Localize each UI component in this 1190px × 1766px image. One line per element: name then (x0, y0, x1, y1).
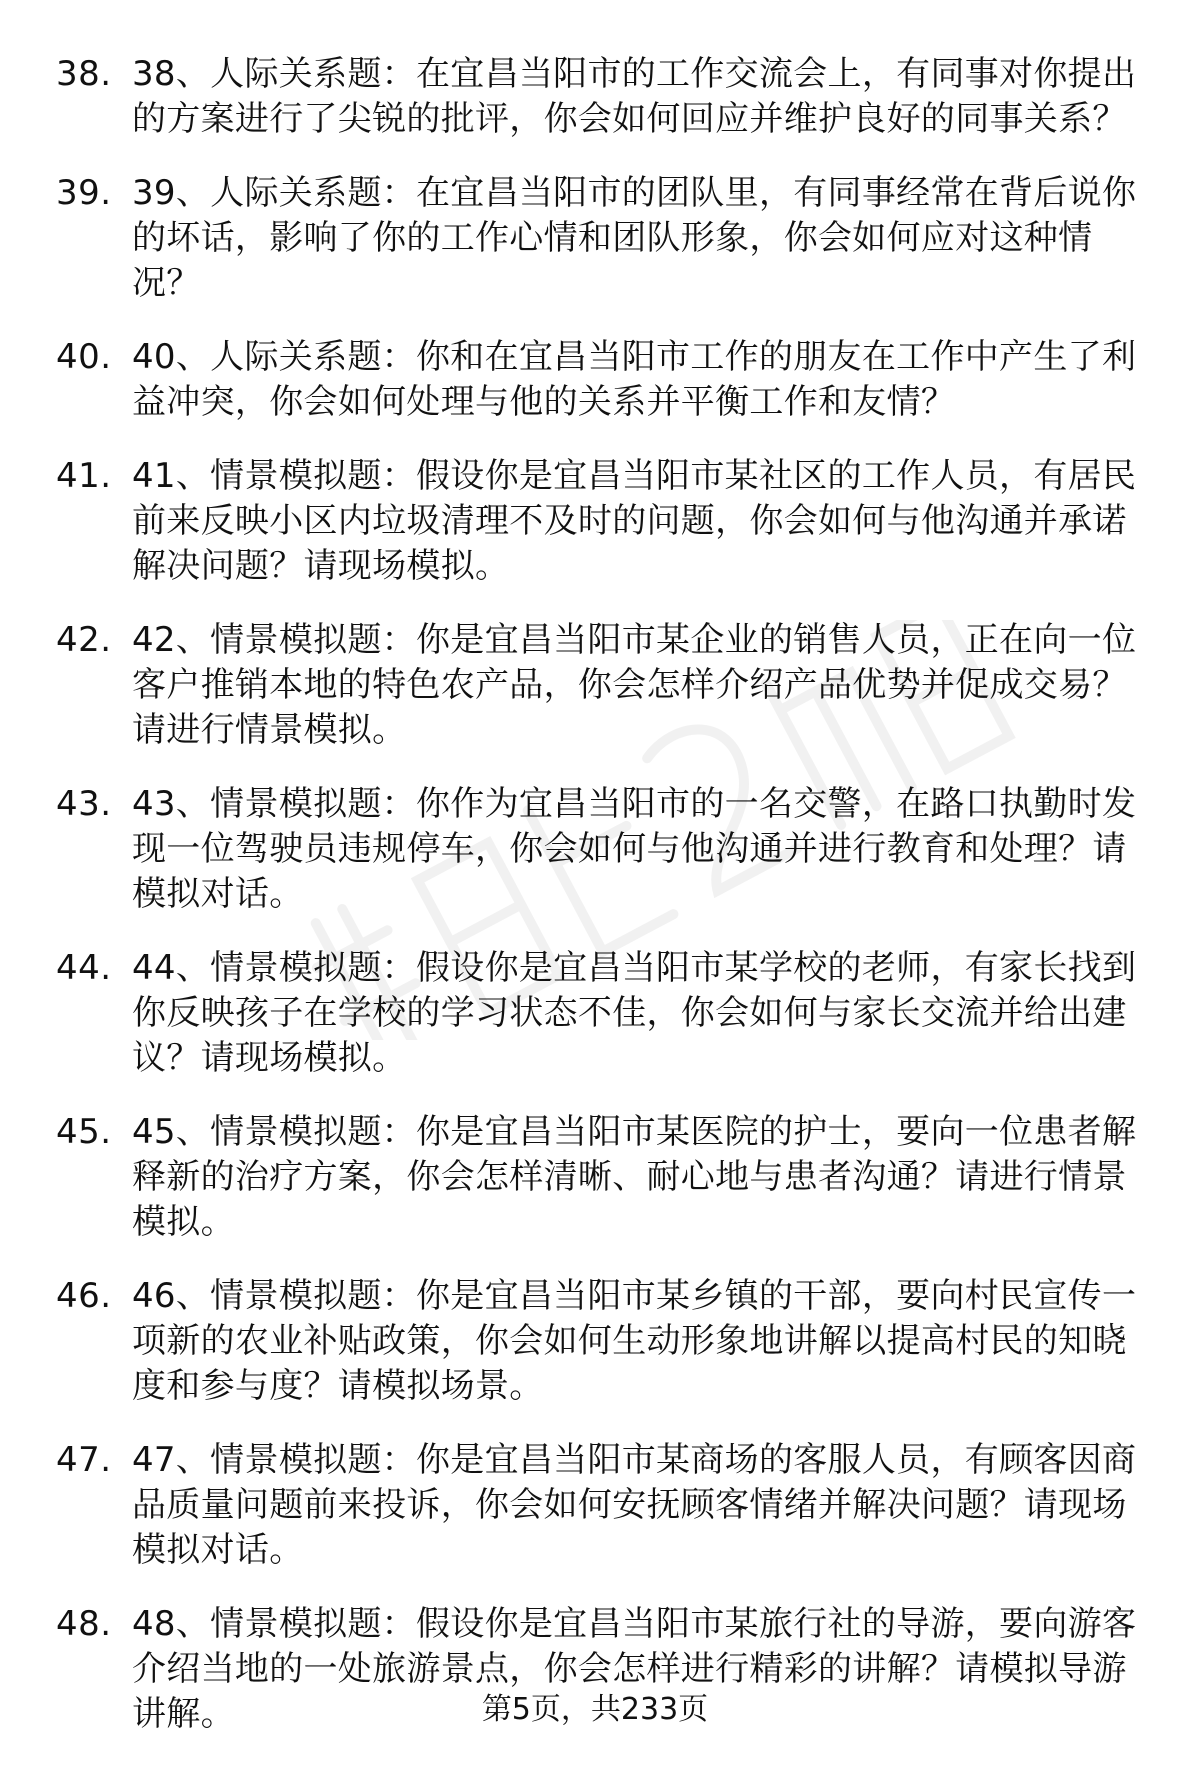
question-text: 46、情景模拟题：你是宜昌当阳市某乡镇的干部，要向村民宣传一项新的农业补贴政策，你会如何生动形象地讲解以提高村民的知晓度和参与度？请模拟场景。 (132, 1276, 1137, 1406)
question-number: 48. (56, 1604, 112, 1644)
question-item (56, 52, 1148, 142)
question-item (56, 618, 1148, 753)
question-text: 43、情景模拟题：你作为宜昌当阳市的一名交警，在路口执勤时发现一位驾驶员违规停车，你会如何与他沟通并进行教育和处理？请模拟对话。 (132, 784, 1137, 914)
question-item (56, 335, 1148, 425)
question-item (56, 1110, 1148, 1245)
question-number: 46. (56, 1276, 112, 1316)
page-footer: 第5页，共233页 (481, 1692, 709, 1727)
question-number: 47. (56, 1440, 112, 1480)
question-item (56, 1274, 1148, 1409)
question-list (56, 52, 1148, 1766)
question-item (56, 782, 1148, 917)
question-item (56, 171, 1148, 306)
question-text: 38、人际关系题：在宜昌当阳市的工作交流会上，有同事对你提出的方案进行了尖锐的批评，你会如何回应并维护良好的同事关系？ (132, 54, 1137, 139)
question-text: 41、情景模拟题：假设你是宜昌当阳市某社区的工作人员，有居民前来反映小区内垃圾清理不及时的问题，你会如何与他沟通并承诺解决问题？请现场模拟。 (132, 456, 1137, 586)
question-number: 43. (56, 784, 112, 824)
question-number: 39. (56, 173, 112, 213)
question-number: 44. (56, 948, 112, 988)
question-item (56, 946, 1148, 1081)
question-text: 45、情景模拟题：你是宜昌当阳市某医院的护士，要向一位患者解释新的治疗方案，你会怎样清晰、耐心地与患者沟通？请进行情景模拟。 (132, 1112, 1137, 1242)
question-text: 42、情景模拟题：你是宜昌当阳市某企业的销售人员，正在向一位客户推销本地的特色农产品，你会怎样介绍产品优势并促成交易？请进行情景模拟。 (132, 620, 1137, 750)
question-item (56, 454, 1148, 589)
question-text: 47、情景模拟题：你是宜昌当阳市某商场的客服人员，有顾客因商品质量问题前来投诉，你会如何安抚顾客情绪并解决问题？请现场模拟对话。 (132, 1440, 1137, 1570)
question-number: 41. (56, 456, 112, 496)
question-item (56, 1438, 1148, 1573)
question-number: 45. (56, 1112, 112, 1152)
question-text: 44、情景模拟题：假设你是宜昌当阳市某学校的老师，有家长找到你反映孩子在学校的学习状态不佳，你会如何与家长交流并给出建议？请现场模拟。 (132, 948, 1137, 1078)
question-number: 38. (56, 54, 112, 94)
question-text: 40、人际关系题：你和在宜昌当阳市工作的朋友在工作中产生了利益冲突，你会如何处理与他的关系并平衡工作和友情？ (132, 337, 1137, 422)
question-text: 48、情景模拟题：假设你是宜昌当阳市某旅行社的导游，要向游客介绍当地的一处旅游景点，你会怎样进行精彩的讲解？请模拟导游讲解。 (132, 1604, 1137, 1734)
question-number: 40. (56, 337, 112, 377)
question-number: 42. (56, 620, 112, 660)
question-text: 39、人际关系题：在宜昌当阳市的团队里，有同事经常在背后说你的坏话，影响了你的工作心情和团队形象，你会如何应对这种情况？ (132, 173, 1137, 303)
